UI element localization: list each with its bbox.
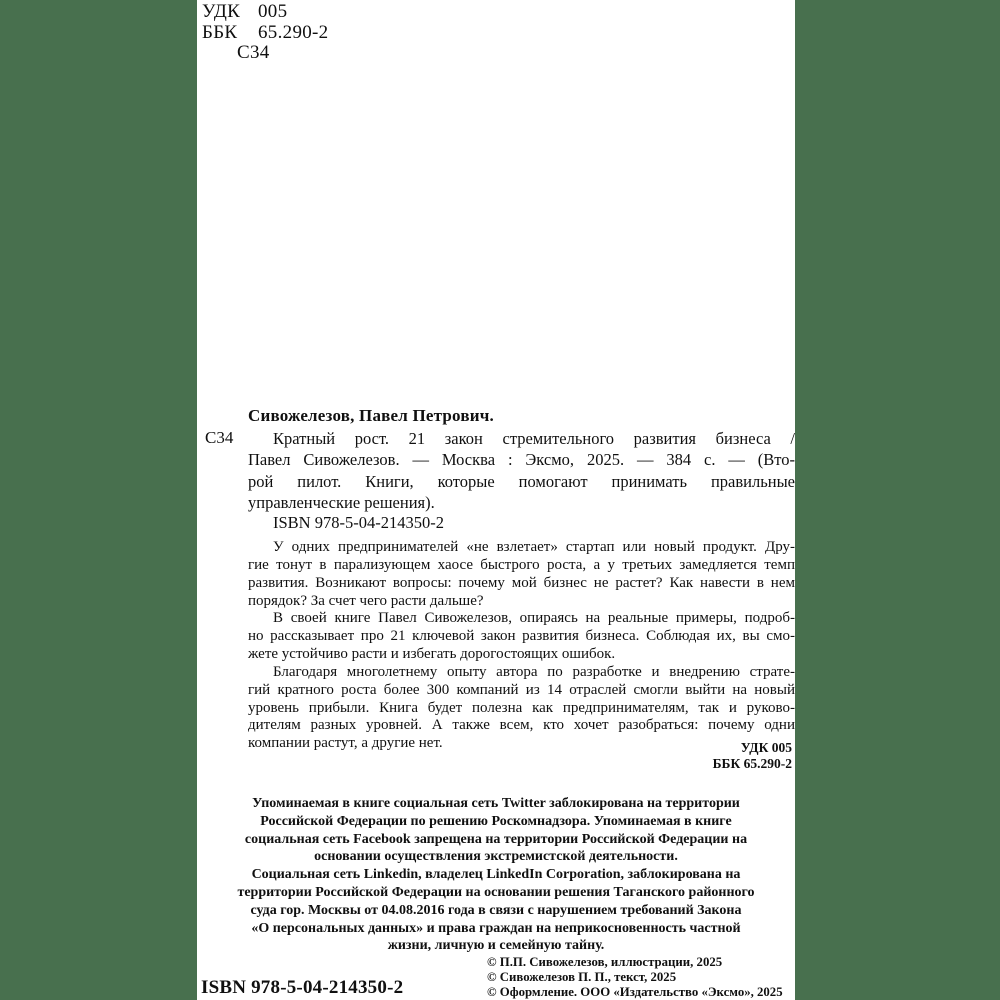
top-cataloguing-codes — [202, 2, 328, 64]
catalog-entry-line: Кратный рост. 21 закон стремительного развития бизнеса / — [273, 429, 795, 448]
bbk-label: ББК — [202, 21, 238, 43]
annotation-paragraph-2 — [248, 610, 795, 664]
udk-code-row — [202, 2, 328, 23]
catalog-entry — [248, 428, 795, 514]
catalog-entry-line: рой пилот. Книги, которые помогают принимать правильные — [248, 471, 795, 491]
legal-disclaimer — [197, 795, 795, 955]
annotation-line: уровень прибыли. Книга будет полезна как предпринимателям, так и руково- — [248, 699, 795, 716]
annotation-line: компании растут, а другие нет. — [248, 735, 443, 752]
author-heading: Сивожелезов, Павел Петрович. — [248, 406, 494, 425]
disclaimer-line: жизни, личную и семейную тайну. — [387, 938, 605, 954]
annotation-line: Благодаря многолетнему опыту автора по разработке и внедрению страте- — [273, 663, 795, 680]
isbn-number: ISBN 978-5-04-214350-2 — [273, 513, 444, 532]
udk-value: 005 — [258, 1, 288, 22]
bbk-value: 65.290-2 — [258, 21, 329, 43]
copyright-block — [487, 955, 795, 999]
annotation-line: развития. Возникают вопросы: почему мой бизнес не растет? Как навести в нем — [248, 574, 795, 591]
annotation-line: В своей книге Павел Сивожелезов, опираясь на реальные примеры, подроб- — [273, 610, 795, 627]
author-sign: С34 — [237, 42, 270, 63]
author-sign-row — [202, 43, 328, 64]
catalog-entry-line: Павел Сивожелезов. — Москва : Эксмо, 2025. — 384 с. — (Вто- — [248, 450, 795, 470]
catalog-entry-line: управленческие решения). — [248, 493, 435, 513]
footer-isbn-number: ISBN 978-5-04-214350-2 — [201, 977, 404, 998]
annotation-line: гие тонут в парализующем хаосе быстрого роста, а у третьих замедляется темп — [248, 556, 795, 573]
code-right-line: УДК 005 — [740, 740, 792, 755]
annotation-line: порядок? За счет чего расти дальше? — [248, 592, 484, 609]
disclaimer-line: суда гор. Москвы от 04.08.2016 года в связи с нарушением требований Закона — [250, 902, 742, 918]
book-page — [197, 0, 795, 1000]
copyright-line: © Оформление. ООО «Издательство «Эксмо», 2025 — [487, 984, 783, 999]
disclaimer-line: территории Российской Федерации на основании решения Таганского районного — [237, 884, 755, 900]
annotation-line: дителям разных уровней. А также всем, кто хочет разобраться: почему одни — [248, 717, 795, 734]
annotation-line: гий кратного роста более 300 компаний из 14 отраслей смогли выйти на новый — [248, 681, 795, 698]
disclaimer-line: Социальная сеть Linkedin, владелец LinkedIn Corporation, заблокирована на — [251, 867, 741, 883]
annotation-line: но рассказывает про 21 ключевой закон развития бизнеса. Соблюдая их, вы смо- — [248, 628, 795, 645]
copyright-line: © П.П. Сивожелезов, иллюстрации, 2025 — [487, 955, 723, 969]
disclaimer-line: Упоминаемая в книге социальная сеть Twitter заблокирована на территории — [252, 796, 740, 811]
udk-label: УДК — [202, 1, 241, 22]
copyright-line: © Сивожелезов П. П., текст, 2025 — [487, 969, 677, 984]
catalog-entry-sign: С34 — [205, 428, 234, 447]
codes-right-block — [713, 740, 792, 771]
disclaimer-line: «О персональных данных» и права граждан на неприкосновенность частной — [251, 920, 741, 936]
disclaimer-line: социальная сеть Facebook запрещена на территории Российской Федерации на — [244, 831, 748, 847]
disclaimer-line: основании осуществления экстремистской деятельности. — [314, 849, 678, 865]
bbk-code-row — [202, 23, 328, 44]
annotation-line: жете устойчиво расти и избегать дорогостоящих ошибок. — [248, 646, 616, 663]
annotation-block — [248, 539, 795, 753]
annotation-line: У одних предпринимателей «не взлетает» стартап или новый продукт. Дру- — [273, 539, 795, 555]
disclaimer-line: Российской Федерации по решению Роскомнадзора. Упоминаемая в книге — [260, 813, 732, 829]
code-right-line: ББК 65.290-2 — [712, 755, 792, 771]
annotation-paragraph-1 — [248, 539, 795, 610]
